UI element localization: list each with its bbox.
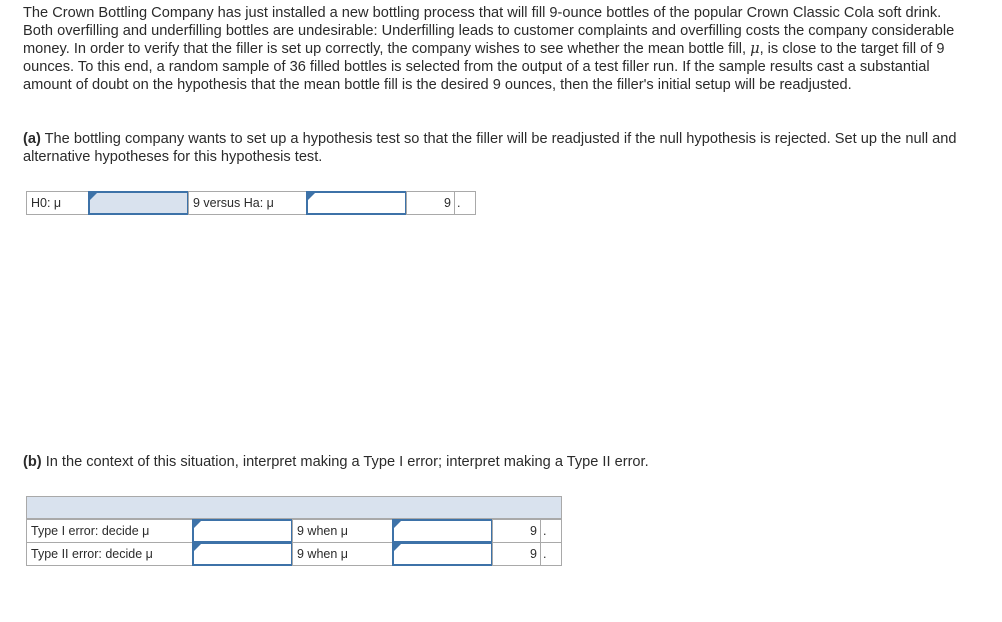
- ha-period: .: [455, 191, 476, 215]
- type-2-when-dropdown[interactable]: [392, 542, 493, 566]
- type-1-when-dropdown[interactable]: [392, 519, 493, 543]
- part-b-text: In the context of this situation, interpret making a Type I error; interpret making a Type II error.: [41, 454, 649, 470]
- mu-symbol: μ: [750, 40, 760, 57]
- ha-operator-dropdown[interactable]: [306, 191, 407, 215]
- part-b-prompt: [23, 453, 973, 471]
- h0-label: H0: μ: [26, 191, 89, 215]
- h0-operator-dropdown[interactable]: [88, 191, 189, 215]
- type-2-period: .: [541, 542, 562, 566]
- versus-label: 9 versus Ha: μ: [188, 191, 307, 215]
- type-1-error-label: Type I error: decide μ: [26, 519, 193, 543]
- intro-text-rest: , is close to the target fill of 9 ounces. To this end, a random sample of 36 filled bottles is selected from the output of a test filler run. If the sample results cast a substantial amount of doubt on the hypothesis that the mean bottle fill is the desired 9 ounces, then the filler's initial setup will be readjusted.: [23, 41, 945, 93]
- dropdown-corner-icon: [394, 544, 401, 551]
- dropdown-corner-icon: [394, 521, 401, 528]
- type-1-decide-dropdown[interactable]: [192, 519, 293, 543]
- part-a-prompt: [23, 130, 973, 166]
- dropdown-corner-icon: [194, 521, 201, 528]
- problem-statement: [23, 4, 973, 94]
- error-table-header: [26, 496, 562, 519]
- ha-target-value: 9: [406, 191, 455, 215]
- part-a-text: The bottling company wants to set up a hypothesis test so that the filler will be readjusted if the null hypothesis is rejected. Set up the null and alternative hypotheses for this hypothesis test.: [23, 131, 957, 165]
- type-2-decide-dropdown[interactable]: [192, 542, 293, 566]
- type-1-target-value: 9: [492, 519, 541, 543]
- intro-text: The Crown Bottling Company has just installed a new bottling process that will fill 9-ounce bottles of the popular Crown Classic Cola soft drink. Both overfilling and underfilling bottles are undesirable: Underfilling leads to customer complaints and overfilling costs the company considerable money. In order to verify that the filler is set up correctly, the company wishes to see whether the mean bottle fill,: [23, 5, 955, 57]
- type-1-period: .: [541, 519, 562, 543]
- dropdown-corner-icon: [194, 544, 201, 551]
- part-a-label: (a): [23, 131, 41, 147]
- type-2-when-label: 9 when μ: [292, 542, 393, 566]
- dropdown-corner-icon: [308, 193, 315, 200]
- part-b-label: (b): [23, 454, 42, 470]
- type-2-error-label: Type II error: decide μ: [26, 542, 193, 566]
- type-2-target-value: 9: [492, 542, 541, 566]
- dropdown-corner-icon: [90, 193, 97, 200]
- type-1-when-label: 9 when μ: [292, 519, 393, 543]
